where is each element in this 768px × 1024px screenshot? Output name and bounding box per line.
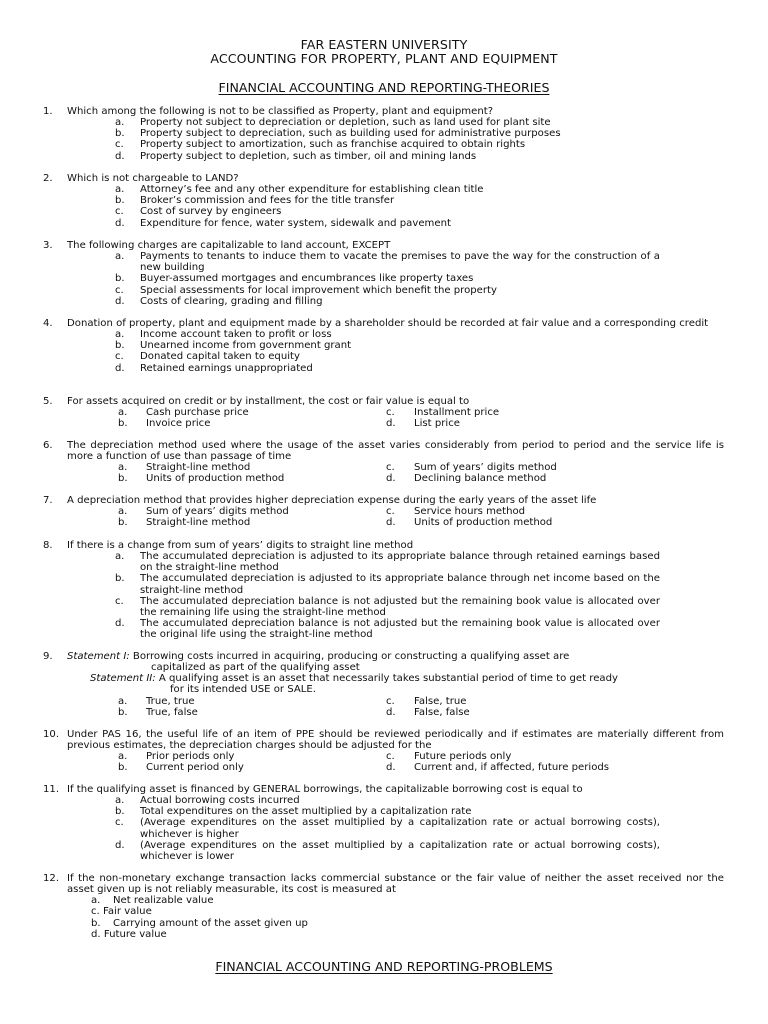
choice-a xyxy=(115,795,768,806)
choice-text: (Average expenditures on the asset multiplied by a capitalization rate or actual borrowing costs), whichever is higher xyxy=(140,817,660,840)
choice-text: Property subject to amortization, such as franchise acquired to obtain rights xyxy=(140,139,526,151)
choice-letter: c. xyxy=(115,351,124,363)
question-number: 1. xyxy=(43,106,53,117)
choice-grid xyxy=(0,751,768,773)
choice-c xyxy=(115,139,768,150)
choice-letter: c. xyxy=(115,817,124,829)
choice-text: Units of production method xyxy=(146,473,285,485)
choice-text: Total expenditures on the asset multiplied by a capitalization rate xyxy=(140,806,472,818)
question-8 xyxy=(0,540,768,640)
statement-text-continued: for its intended USE or SALE. xyxy=(170,684,316,696)
choice-text: True, false xyxy=(146,706,198,718)
choice-a xyxy=(118,407,386,418)
statement-2 xyxy=(90,673,724,695)
choice-a xyxy=(115,251,768,273)
question-number: 7. xyxy=(43,495,53,506)
choice-text: True, true xyxy=(146,695,195,707)
choice-text: Buyer-assumed mortgages and encumbrances like property taxes xyxy=(140,273,474,285)
choice-letter: a. xyxy=(115,329,125,341)
choice-letter: c. xyxy=(386,462,395,474)
choice-letter: b. xyxy=(118,706,128,718)
statement-1 xyxy=(67,651,724,673)
choice-text: Current period only xyxy=(146,762,244,774)
choice-letter: b. xyxy=(115,806,125,818)
choice-text: Retained earnings unappropriated xyxy=(140,362,313,374)
choice-text: Net realizable value xyxy=(113,895,214,907)
choice-text: Service hours method xyxy=(414,506,526,518)
choice-text: Straight-line method xyxy=(146,462,251,474)
choice-a xyxy=(115,329,768,340)
choice-c xyxy=(115,351,768,362)
choice-letter: a. xyxy=(118,695,128,707)
choice-list xyxy=(115,329,768,374)
choice-letter: c. xyxy=(386,407,395,419)
question-5 xyxy=(0,396,768,429)
section-heading-problems: FINANCIAL ACCOUNTING AND REPORTING-PROBLEMS xyxy=(215,959,553,974)
statement-label: Statement I: xyxy=(67,651,130,662)
question-text: Donation of property, plant and equipment made by a shareholder should be recorded at fair value and a corresponding credit xyxy=(67,318,709,329)
choice-text: Income account taken to profit or loss xyxy=(140,329,332,341)
choice-letter: d. xyxy=(386,517,396,529)
choice-text: Sum of years’ digits method xyxy=(146,506,289,518)
choice-letter: a. xyxy=(118,462,128,474)
choice-text: Cost of survey by engineers xyxy=(140,206,282,218)
statement-text: A qualifying asset is an asset that necessarily takes substantial period of time to get ready xyxy=(158,673,618,685)
question-number: 11. xyxy=(43,784,60,795)
choice-list xyxy=(115,184,768,229)
choice-b xyxy=(118,418,386,429)
choice-b xyxy=(91,918,498,929)
choice-a xyxy=(115,551,768,573)
choice-letter: c. xyxy=(115,139,124,151)
choice-text: The accumulated depreciation balance is not adjusted but the remaining book value is allocated over the remaining life using the straight-line method xyxy=(140,595,660,618)
choice-list xyxy=(115,251,768,307)
choice-b xyxy=(115,340,768,351)
question-number: 8. xyxy=(43,540,53,551)
choice-c xyxy=(115,206,768,217)
choice-d xyxy=(115,151,768,162)
choice-a xyxy=(91,895,498,906)
question-number: 12. xyxy=(43,873,60,884)
choice-c xyxy=(386,407,654,418)
choice-text: Fair value xyxy=(102,906,152,918)
choice-letter: d. xyxy=(115,295,125,307)
choice-text: Property subject to depletion, such as timber, oil and mining lands xyxy=(140,150,477,162)
statement-text-continued: capitalized as part of the qualifying asset xyxy=(151,662,360,674)
choice-letter: d. xyxy=(115,618,125,630)
choice-text: Unearned income from government grant xyxy=(140,340,352,352)
choice-c xyxy=(115,596,768,618)
choice-text: Expenditure for fence, water system, sidewalk and pavement xyxy=(140,217,451,229)
choice-letter: d. xyxy=(91,928,101,940)
question-text: The following charges are capitalizable to land account, EXCEPT xyxy=(67,240,391,251)
choice-text: Future periods only xyxy=(414,751,512,763)
choice-text: List price xyxy=(414,418,460,430)
choice-text: Prior periods only xyxy=(146,751,235,763)
choice-letter: c. xyxy=(386,751,395,763)
question-text: The depreciation method used where the usage of the asset varies considerably from period to period and the service life is more a function of use than passage of time xyxy=(67,440,724,463)
choice-grid xyxy=(0,895,768,940)
choice-letter: a. xyxy=(115,117,125,129)
choice-letter: a. xyxy=(115,795,125,807)
question-12 xyxy=(0,873,768,940)
choice-list xyxy=(115,795,768,862)
choice-letter: d. xyxy=(386,706,396,718)
choice-grid xyxy=(0,407,768,429)
choice-letter: a. xyxy=(115,184,125,196)
choice-b xyxy=(118,707,386,718)
choice-letter: d. xyxy=(386,418,396,430)
choice-text: The accumulated depreciation balance is not adjusted but the remaining book value is allocated over the original life using the straight-line method xyxy=(140,618,660,641)
choice-text: Cash purchase price xyxy=(146,407,249,419)
choice-d xyxy=(115,618,768,640)
question-text: Under PAS 16, the useful life of an item of PPE should be reviewed periodically and if estimates are materially different from previous estimates, the depreciation charges should be adjusted for the xyxy=(67,729,724,752)
choice-letter: b. xyxy=(115,273,125,285)
choice-a xyxy=(118,506,386,517)
question-text: A depreciation method that provides higher depreciation expense during the early years of the asset life xyxy=(67,495,597,506)
choice-letter: d. xyxy=(115,150,125,162)
choice-letter: a. xyxy=(118,407,128,419)
choice-c xyxy=(91,906,768,917)
choice-letter: a. xyxy=(118,751,128,763)
choice-letter: c. xyxy=(115,206,124,218)
choice-letter: b. xyxy=(91,917,101,929)
choice-text: Sum of years’ digits method xyxy=(414,462,557,474)
choice-list xyxy=(115,551,768,640)
choice-text: Future value xyxy=(103,928,167,940)
question-number: 3. xyxy=(43,240,53,251)
statement-label: Statement II: xyxy=(90,673,156,685)
choice-text: Installment price xyxy=(414,407,500,419)
choice-letter: b. xyxy=(115,195,125,207)
choice-letter: a. xyxy=(118,506,128,518)
question-10 xyxy=(0,729,768,774)
choice-text: Property subject to depreciation, such as building used for administrative purposes xyxy=(140,128,561,140)
choice-text: Actual borrowing costs incurred xyxy=(140,795,300,807)
choice-letter: c. xyxy=(115,595,124,607)
section-heading-theories: FINANCIAL ACCOUNTING AND REPORTING-THEORIES xyxy=(218,80,550,95)
choice-b xyxy=(115,273,768,284)
question-number: 6. xyxy=(43,440,53,451)
choice-letter: b. xyxy=(115,340,125,352)
choice-letter: c. xyxy=(91,906,100,918)
choice-text: Special assessments for local improvement which benefit the property xyxy=(140,284,497,296)
question-number: 10. xyxy=(43,729,60,740)
choice-b xyxy=(118,517,386,528)
choice-letter: d. xyxy=(115,839,125,851)
choice-b xyxy=(115,573,768,595)
choice-b xyxy=(118,762,386,773)
choice-text: Declining balance method xyxy=(414,473,547,485)
choice-d xyxy=(115,218,768,229)
choice-d xyxy=(115,296,768,307)
choice-d xyxy=(91,929,768,940)
choice-letter: b. xyxy=(118,418,128,430)
choice-a xyxy=(118,462,386,473)
choice-letter: b. xyxy=(118,762,128,774)
choice-d xyxy=(386,473,654,484)
choice-letter: c. xyxy=(386,506,395,518)
question-text: Which among the following is not to be classified as Property, plant and equipment? xyxy=(67,106,494,117)
question-11 xyxy=(0,784,768,862)
choice-c xyxy=(386,751,654,762)
choice-text: Payments to tenants to induce them to vacate the premises to pave the way for the construction of a new building xyxy=(140,251,660,274)
question-text: If the non-monetary exchange transaction lacks commercial substance or the fair value of neither the asset received nor the asset given up is not reliably measurable, its cost is measured at xyxy=(67,873,724,896)
choice-text: The accumulated depreciation is adjusted to its appropriate balance through net income based on the straight-line method xyxy=(140,573,660,596)
choice-d xyxy=(386,418,654,429)
choice-text: Attorney’s fee and any other expenditure for establishing clean title xyxy=(140,184,484,196)
choice-letter: d. xyxy=(386,473,396,485)
choice-grid xyxy=(0,696,768,718)
choice-letter: b. xyxy=(118,473,128,485)
choice-c xyxy=(386,696,654,707)
choice-text: Straight-line method xyxy=(146,517,251,529)
choice-letter: c. xyxy=(115,284,124,296)
question-4 xyxy=(0,318,768,374)
question-text: If there is a change from sum of years’ digits to straight line method xyxy=(67,540,414,551)
choice-d xyxy=(386,517,654,528)
choice-b xyxy=(115,128,768,139)
choice-d xyxy=(115,840,768,862)
choice-b xyxy=(115,195,768,206)
choice-list xyxy=(115,117,768,162)
choice-b xyxy=(118,473,386,484)
choice-text: False, true xyxy=(414,695,467,707)
choice-c xyxy=(115,817,768,839)
question-7 xyxy=(0,495,768,528)
choice-letter: d. xyxy=(115,362,125,374)
question-3 xyxy=(0,240,768,307)
choice-b xyxy=(115,806,768,817)
choice-text: Units of production method xyxy=(414,517,553,529)
university-name: FAR EASTERN UNIVERSITY xyxy=(300,37,468,52)
question-2 xyxy=(0,173,768,229)
choice-d xyxy=(386,762,654,773)
choice-text: Broker’s commission and fees for the title transfer xyxy=(140,195,395,207)
choice-text: Carrying amount of the asset given up xyxy=(113,917,308,929)
choice-c xyxy=(386,462,654,473)
question-text: For assets acquired on credit or by installment, the cost or fair value is equal to xyxy=(67,396,470,407)
question-6 xyxy=(0,440,768,485)
choice-a xyxy=(118,751,386,762)
choice-letter: b. xyxy=(118,517,128,529)
choice-d xyxy=(386,707,654,718)
choice-grid xyxy=(0,506,768,528)
document-title: ACCOUNTING FOR PROPERTY, PLANT AND EQUIPMENT xyxy=(210,51,558,66)
choice-letter: d. xyxy=(386,762,396,774)
question-text: If the qualifying asset is financed by GENERAL borrowings, the capitalizable borrowing cost is equal to xyxy=(67,784,583,795)
choice-text: Donated capital taken to equity xyxy=(140,351,300,363)
choice-text: Property not subject to depreciation or depletion, such as land used for plant site xyxy=(140,117,551,129)
choice-text: Current and, if affected, future periods xyxy=(414,762,610,774)
statement-text: Borrowing costs incurred in acquiring, producing or constructing a qualifying asset are xyxy=(132,651,570,662)
choice-text: Costs of clearing, grading and filling xyxy=(140,295,323,307)
choice-text: (Average expenditures on the asset multiplied by a capitalization rate or actual borrowing costs), whichever is lower xyxy=(140,839,660,862)
question-number: 2. xyxy=(43,173,53,184)
choice-letter: c. xyxy=(386,695,395,707)
choice-letter: a. xyxy=(115,251,125,263)
choice-letter: a. xyxy=(91,895,101,907)
choice-d xyxy=(115,363,768,374)
question-text: Which is not chargeable to LAND? xyxy=(67,173,239,184)
choice-text: The accumulated depreciation is adjusted to its appropriate balance through retained earnings based on the straight-line method xyxy=(140,551,660,574)
choice-letter: a. xyxy=(115,551,125,563)
choice-a xyxy=(115,184,768,195)
choice-a xyxy=(115,117,768,128)
question-number: 9. xyxy=(43,651,53,662)
question-9 xyxy=(0,651,768,718)
choice-letter: b. xyxy=(115,573,125,585)
choice-text: False, false xyxy=(414,706,470,718)
choice-grid xyxy=(0,462,768,484)
question-number: 4. xyxy=(43,318,53,329)
choice-c xyxy=(115,285,768,296)
question-number: 5. xyxy=(43,396,53,407)
choice-a xyxy=(118,696,386,707)
choice-letter: b. xyxy=(115,128,125,140)
choice-letter: d. xyxy=(115,217,125,229)
choice-text: Invoice price xyxy=(146,418,211,430)
choice-c xyxy=(386,506,654,517)
question-1 xyxy=(0,106,768,162)
